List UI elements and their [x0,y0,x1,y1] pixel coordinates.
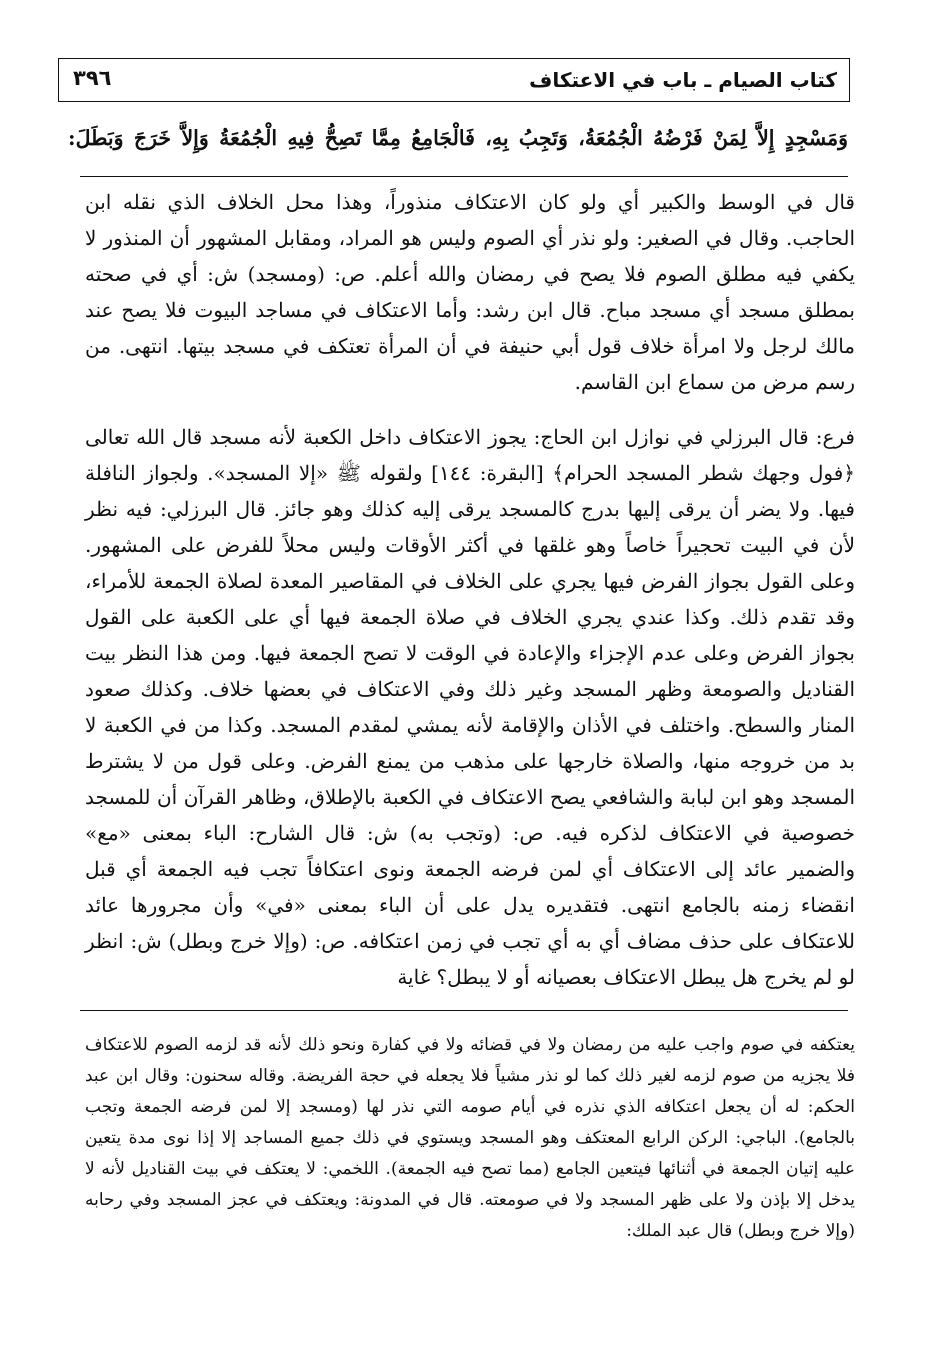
matn-text: وَمَسْجِدٍ إِلاَّ لِمَنْ فَرْضُهُ الْجُمُعَةُ، وَتَجِبُ بِهِ، فَالْجَامِعُ مِمَّا تَصِحُّ فِيهِ الْجُمُعَةُ وَإِلاَّ خَرَجَ وَبَطَلَ: [68,126,848,150]
page-number: ٣٩٦ [73,66,112,90]
footnote-paragraph: يعتكفه في صوم واجب عليه من رمضان ولا في قضائه ولا في كفارة ونحو ذلك لأنه قد لزمه الصوم للاعتكاف فلا يجزيه من صوم لزمه لغير ذلك كما لو نذر مشياً فلا يجعله في حجة الفريضة. وقاله سحنون: وقال ابن عبد الحكم: له أن يجعل اعتكافه الذي نذره في أيام صومه التي نذر لها (ومسجد إلا لمن فرضه الجمعة وتجب بالجامع). الباجي: الركن الرابع المعتكف وهو المسجد ويستوي في ذلك جميع المساجد إلا إذا نوى مدة يتعين عليه إتيان الجمعة في أثنائها فيتعين الجامع (مما تصح فيه الجمعة). اللخمي: لا يعتكف في بيت القناديل لأنه لا يدخل إلا بإذن ولا على ظهر المسجد ولا في صومعته. قال في المدونة: ويعتكف في عجز المسجد وفي رحابه (وإلا خرج وبطل) قال عبد الملك: [85,1035,855,1241]
footnote-separator [80,1010,848,1011]
page-header [58,58,850,102]
separator-rule [80,176,848,177]
commentary-body [85,184,855,995]
footnote-body [85,1030,855,1247]
commentary-paragraph: قال في الوسط والكبير أي ولو كان الاعتكاف منذوراً، وهذا محل الخلاف الذي نقله ابن الحاجب. وقال في الصغير: ولو نذر أي الصوم وليس هو المراد، ومقابل المشهور أن المنذور لا يكفي فيه مطلق الصوم فلا يصح في رمضان والله أعلم. ص: (ومسجد) ش: أي في صحته بمطلق مسجد أي مسجد مباح. قال ابن رشد: وأما الاعتكاف في مساجد البيوت فلا يصح عند مالك لرجل ولا امرأة خلاف قول أبي حنيفة في أن المرأة تعتكف في مسجد بيتها. انتهى. من رسم مرض من سماع ابن القاسم. [85,190,855,394]
commentary-paragraph: فرع: قال البرزلي في نوازل ابن الحاج: يجوز الاعتكاف داخل الكعبة لأنه مسجد قال الله تعالى ﴿فول وجهك شطر المسجد الحرام﴾ [البقرة: ١٤٤] ولقوله ﷺ «إلا المسجد». ولجواز النافلة فيها. ولا يضر أن يرقى إليها بدرج كالمسجد يرقى إليه كذلك وهو جائز. قال البرزلي: فيه نظر لأن في البيت تحجيراً خاصاً وهو غلقها في أكثر الأوقات وليس محلاً للفرض على المشهور. وعلى القول بجواز الفرض فيها يجري على الخلاف في المقاصير المعدة لصلاة الجمعة للأمراء، وقد تقدم ذلك. وكذا عندي يجري الخلاف في صلاة الجمعة فيها أي على الكعبة على القول بجواز الفرض وعلى عدم الإجزاء والإعادة في الوقت لا تصح الجمعة فيها. ومن هذا النظر بيت القناديل والصومعة وظهر المسجد وغير ذلك وفي الاعتكاف في بعضها خلاف. وكذلك صعود المنار والسطح. واختلف في الأذان والإقامة لأنه يمشي لمقدم المسجد. وكذا من في الكعبة لا بد من خروجه منها، والصلاة خارجها على مذهب من يمنع الفرض. وعلى قول من لا يشترط المسجد وهو ابن لبابة والشافعي يصح الاعتكاف في الكعبة بالإطلاق، وظاهر القرآن أن للمسجد خصوصية في الاعتكاف لذكره فيه. ص: (وتجب به) ش: قال الشارح: الباء بمعنى «مع» والضمير عائد إلى الاعتكاف أي لمن فرضه الجمعة ونوى اعتكافاً تجب فيه الجمعة أي قبل انقضاء زمنه بالجامع انتهى. فتقديره يدل على أن الباء بمعنى «في» وأن مجرورها عائد للاعتكاف على حذف مضاف أي به أي تجب في زمن اعتكافه. ص: (وإلا خرج وبطل) ش: انظر لو لم يخرج هل يبطل الاعتكاف بعصيانه أو لا يبطل؟ غاية [85,425,855,989]
running-title: كتاب الصيام ـ باب في الاعتكاف [529,68,837,92]
